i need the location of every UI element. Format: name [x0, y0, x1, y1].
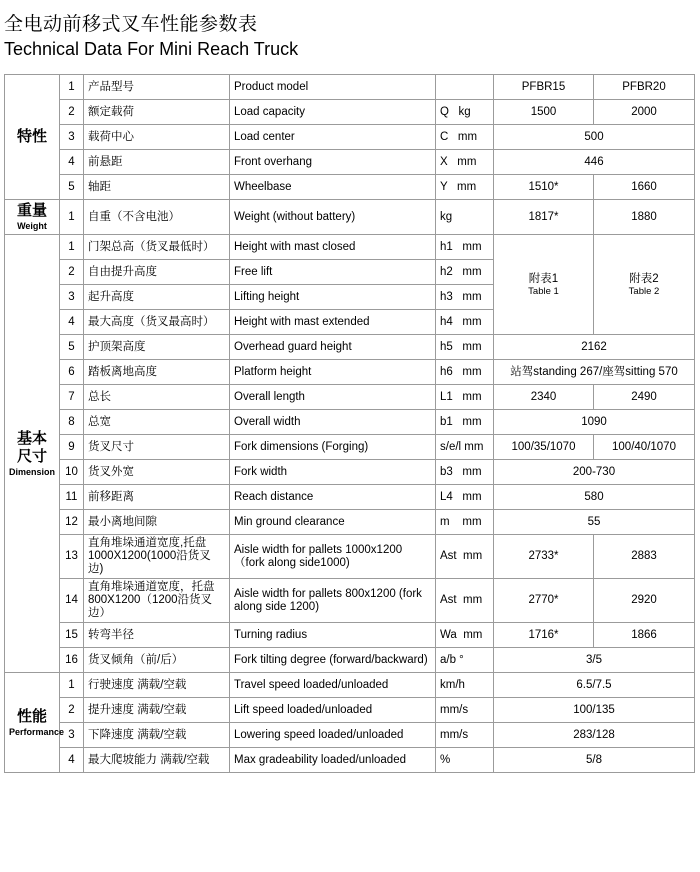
row-label-cn: 轴距 — [84, 175, 230, 200]
mast-note-1-cn: 附表1 — [528, 272, 559, 285]
row-number: 10 — [60, 460, 84, 485]
row-number: 11 — [60, 485, 84, 510]
row-symbol: km/h — [436, 673, 494, 698]
table-row — [5, 435, 695, 460]
value-model-2: 2920 — [594, 579, 695, 623]
page-title-cn: 全电动前移式叉车性能参数表 — [4, 14, 258, 35]
row-label-cn: 下降速度 满载/空载 — [84, 723, 230, 748]
row-symbol: Y mm — [436, 175, 494, 200]
row-number: 9 — [60, 435, 84, 460]
row-label-cn: 护顶架高度 — [84, 335, 230, 360]
table-row — [5, 535, 695, 579]
table-row — [5, 150, 695, 175]
table-row — [5, 125, 695, 150]
group-label-characteristics: 特性 — [5, 75, 60, 200]
specifications-table — [4, 74, 695, 773]
row-symbol: b1 mm — [436, 410, 494, 435]
row-label-en: Free lift — [230, 260, 436, 285]
row-number: 16 — [60, 648, 84, 673]
row-label-cn: 门架总高（货叉最低时） — [84, 235, 230, 260]
row-label-cn: 货叉外宽 — [84, 460, 230, 485]
row-label-en: Reach distance — [230, 485, 436, 510]
row-label-cn: 总长 — [84, 385, 230, 410]
row-label-en: Weight (without battery) — [230, 200, 436, 235]
row-label-en: Wheelbase — [230, 175, 436, 200]
table-row — [5, 723, 695, 748]
row-symbol: mm/s — [436, 723, 494, 748]
table-row — [5, 673, 695, 698]
mast-note-model-1 — [494, 235, 594, 335]
row-symbol: h5 mm — [436, 335, 494, 360]
row-label-cn: 踏板离地高度 — [84, 360, 230, 385]
row-label-cn: 转弯半径 — [84, 623, 230, 648]
row-symbol: mm/s — [436, 698, 494, 723]
value-shared: 站驾standing 267/座驾sitting 570 — [494, 360, 695, 385]
row-label-cn: 货叉倾角（前/后） — [84, 648, 230, 673]
row-number: 4 — [60, 150, 84, 175]
table-row — [5, 579, 695, 623]
row-number: 15 — [60, 623, 84, 648]
row-label-en: Product model — [230, 75, 436, 100]
row-number: 7 — [60, 385, 84, 410]
value-shared: 200-730 — [494, 460, 695, 485]
row-label-cn: 前移距离 — [84, 485, 230, 510]
row-symbol: C mm — [436, 125, 494, 150]
table-row — [5, 648, 695, 673]
row-number: 1 — [60, 75, 84, 100]
value-model-1: 1817* — [494, 200, 594, 235]
table-row — [5, 698, 695, 723]
row-label-cn: 额定载荷 — [84, 100, 230, 125]
group-label-performance: 性能 Performance — [5, 673, 60, 773]
row-symbol: h1 mm — [436, 235, 494, 260]
value-model-2: 2000 — [594, 100, 695, 125]
row-number: 1 — [60, 235, 84, 260]
table-row — [5, 200, 695, 235]
value-shared: 55 — [494, 510, 695, 535]
row-label-cn: 直角堆垛通道宽度，托盘800X1200（1200沿货叉边） — [84, 579, 230, 623]
value-shared: 3/5 — [494, 648, 695, 673]
row-label-en: Fork dimensions (Forging) — [230, 435, 436, 460]
row-label-en: Lifting height — [230, 285, 436, 310]
table-row — [5, 360, 695, 385]
row-label-en: Load capacity — [230, 100, 436, 125]
row-number: 4 — [60, 310, 84, 335]
table-row — [5, 748, 695, 773]
row-symbol: % — [436, 748, 494, 773]
row-symbol: X mm — [436, 150, 494, 175]
value-model-1: 1510* — [494, 175, 594, 200]
row-number: 12 — [60, 510, 84, 535]
row-label-en: Height with mast closed — [230, 235, 436, 260]
row-label-en: Platform height — [230, 360, 436, 385]
value-model-1: 1500 — [494, 100, 594, 125]
row-symbol: L1 mm — [436, 385, 494, 410]
row-label-en: Load center — [230, 125, 436, 150]
group-label-weight: 重量 Weight — [5, 200, 60, 235]
row-label-en: Max gradeability loaded/unloaded — [230, 748, 436, 773]
table-row — [5, 410, 695, 435]
row-number: 5 — [60, 175, 84, 200]
table-row — [5, 623, 695, 648]
row-symbol: kg — [436, 200, 494, 235]
row-symbol: Q kg — [436, 100, 494, 125]
row-symbol: h6 mm — [436, 360, 494, 385]
value-model-1: 2770* — [494, 579, 594, 623]
row-number: 2 — [60, 698, 84, 723]
row-symbol: Ast mm — [436, 535, 494, 579]
row-label-cn: 产品型号 — [84, 75, 230, 100]
row-label-cn: 起升高度 — [84, 285, 230, 310]
mast-note-model-2 — [594, 235, 695, 335]
row-label-en: Lowering speed loaded/unloaded — [230, 723, 436, 748]
row-number: 6 — [60, 360, 84, 385]
row-label-cn: 提升速度 满载/空载 — [84, 698, 230, 723]
row-number: 2 — [60, 100, 84, 125]
row-label-en: Turning radius — [230, 623, 436, 648]
row-label-cn: 行驶速度 满载/空载 — [84, 673, 230, 698]
row-label-en: Aisle width for pallets 800x1200 (fork along side 1200) — [230, 579, 436, 623]
document-titles — [0, 10, 700, 68]
table-row — [5, 175, 695, 200]
value-model-1: PFBR15 — [494, 75, 594, 100]
table-row — [5, 510, 695, 535]
row-label-en: Fork tilting degree (forward/backward) — [230, 648, 436, 673]
row-number: 4 — [60, 748, 84, 773]
row-label-en: Height with mast extended — [230, 310, 436, 335]
value-model-2: 1866 — [594, 623, 695, 648]
row-label-cn: 自重（不含电池） — [84, 200, 230, 235]
value-shared: 580 — [494, 485, 695, 510]
value-model-2: 1880 — [594, 200, 695, 235]
row-label-cn: 最小离地间隙 — [84, 510, 230, 535]
row-number: 1 — [60, 673, 84, 698]
row-label-cn: 自由提升高度 — [84, 260, 230, 285]
value-shared: 1090 — [494, 410, 695, 435]
group-label-dimension: 基本 尺寸 Dimension — [5, 235, 60, 673]
row-label-en: Lift speed loaded/unloaded — [230, 698, 436, 723]
row-label-cn: 直角堆垛通道宽度,托盘1000X1200(1000沿货叉边) — [84, 535, 230, 579]
mast-note-2-en: Table 2 — [628, 285, 660, 297]
row-label-en: Front overhang — [230, 150, 436, 175]
row-number: 2 — [60, 260, 84, 285]
value-model-2: PFBR20 — [594, 75, 695, 100]
value-shared: 446 — [494, 150, 695, 175]
row-number: 3 — [60, 125, 84, 150]
row-symbol: Ast mm — [436, 579, 494, 623]
row-number: 5 — [60, 335, 84, 360]
row-symbol: a/b ° — [436, 648, 494, 673]
row-symbol: h3 mm — [436, 285, 494, 310]
table-row — [5, 335, 695, 360]
value-model-2: 2883 — [594, 535, 695, 579]
table-row — [5, 75, 695, 100]
table-row — [5, 485, 695, 510]
value-shared: 6.5/7.5 — [494, 673, 695, 698]
row-label-en: Aisle width for pallets 1000x1200（fork along side1000) — [230, 535, 436, 579]
row-label-cn: 最大爬坡能力 满载/空载 — [84, 748, 230, 773]
row-number: 13 — [60, 535, 84, 579]
row-symbol — [436, 75, 494, 100]
value-shared: 500 — [494, 125, 695, 150]
row-symbol: s/e/l mm — [436, 435, 494, 460]
row-label-en: Fork width — [230, 460, 436, 485]
row-label-en: Overall width — [230, 410, 436, 435]
value-model-2: 1660 — [594, 175, 695, 200]
table-row — [5, 235, 695, 260]
value-model-1: 2340 — [494, 385, 594, 410]
row-symbol: Wa mm — [436, 623, 494, 648]
value-model-1: 2733* — [494, 535, 594, 579]
row-number: 14 — [60, 579, 84, 623]
page-title-en: Technical Data For Mini Reach Truck — [4, 39, 299, 59]
row-number: 1 — [60, 200, 84, 235]
row-label-cn: 载荷中心 — [84, 125, 230, 150]
table-row — [5, 460, 695, 485]
row-symbol: L4 mm — [436, 485, 494, 510]
row-symbol: h2 mm — [436, 260, 494, 285]
table-row — [5, 385, 695, 410]
row-label-cn: 最大高度（货叉最高时） — [84, 310, 230, 335]
row-number: 3 — [60, 723, 84, 748]
row-label-en: Travel speed loaded/unloaded — [230, 673, 436, 698]
row-label-cn: 货叉尺寸 — [84, 435, 230, 460]
row-label-en: Min ground clearance — [230, 510, 436, 535]
value-model-2: 2490 — [594, 385, 695, 410]
row-symbol: b3 mm — [436, 460, 494, 485]
row-symbol: m mm — [436, 510, 494, 535]
value-shared: 100/135 — [494, 698, 695, 723]
value-shared: 2162 — [494, 335, 695, 360]
mast-note-1-en: Table 1 — [528, 285, 559, 297]
row-label-en: Overall length — [230, 385, 436, 410]
row-symbol: h4 mm — [436, 310, 494, 335]
row-label-cn: 总宽 — [84, 410, 230, 435]
value-shared: 283/128 — [494, 723, 695, 748]
mast-note-2-cn: 附表2 — [629, 272, 659, 285]
value-shared: 5/8 — [494, 748, 695, 773]
value-model-1: 100/35/1070 — [494, 435, 594, 460]
row-label-en: Overhead guard height — [230, 335, 436, 360]
row-number: 3 — [60, 285, 84, 310]
table-row — [5, 100, 695, 125]
row-number: 8 — [60, 410, 84, 435]
value-model-2: 100/40/1070 — [594, 435, 695, 460]
row-label-cn: 前悬距 — [84, 150, 230, 175]
value-model-1: 1716* — [494, 623, 594, 648]
